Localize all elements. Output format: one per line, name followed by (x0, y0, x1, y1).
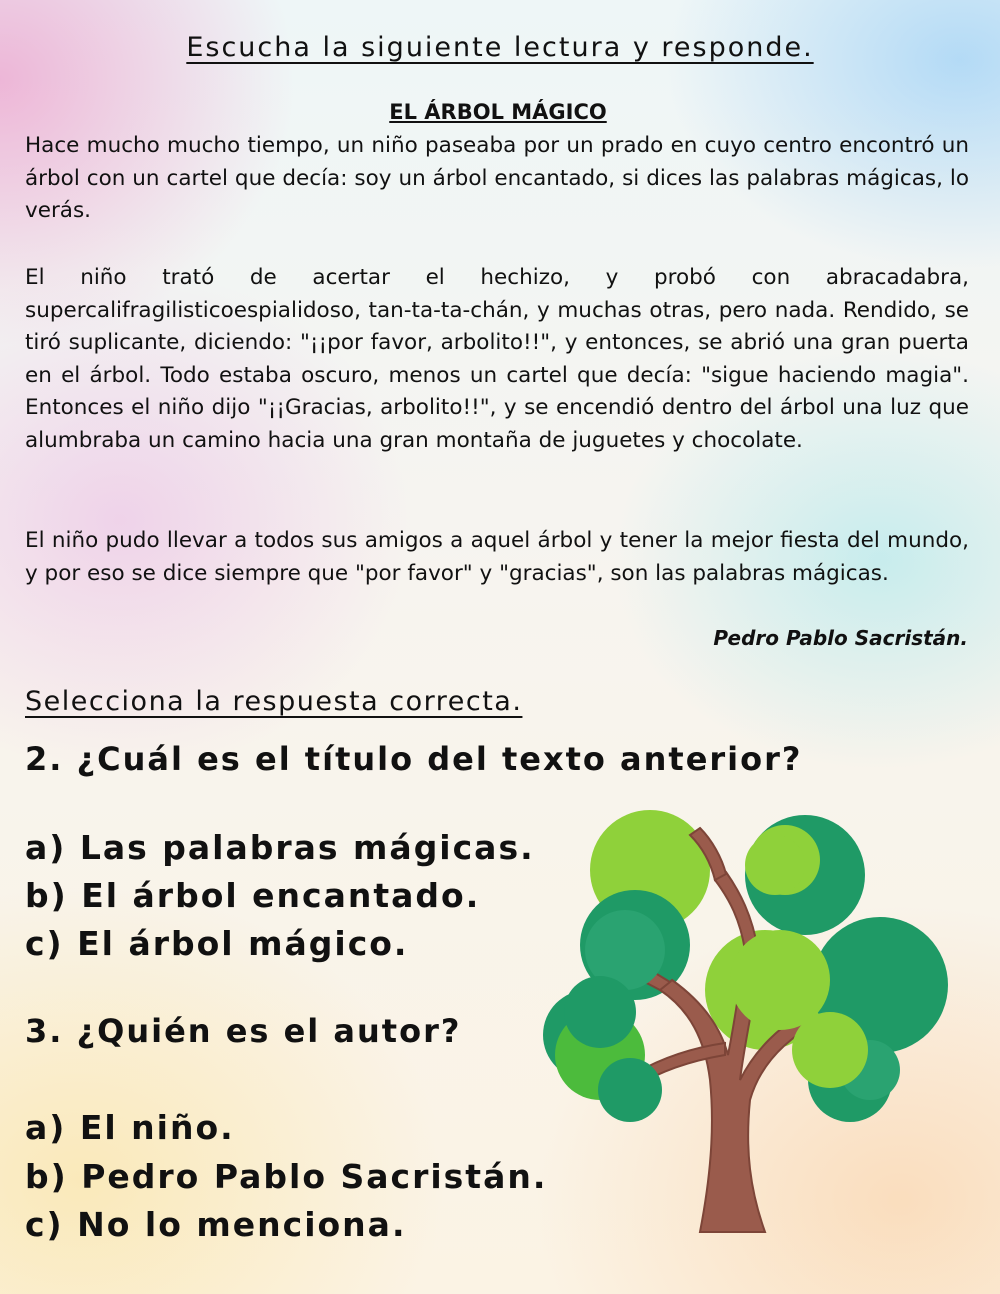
story-title: EL ÁRBOL MÁGICO (389, 100, 607, 124)
select-instruction: Selecciona la respuesta correcta. (25, 686, 523, 717)
question-2-option-a[interactable]: a) Las palabras mágicas. (25, 828, 535, 867)
story-paragraph-3: El niño pudo llevar a todos sus amigos a aquel árbol y tener la mejor fiesta del mundo, y por eso se dice siempre que "por favor" y "gracias", son las palabras mágicas. (25, 528, 969, 586)
story-author: Pedro Pablo Sacristán. (713, 626, 968, 650)
question-2-option-c[interactable]: c) El árbol mágico. (25, 924, 409, 963)
question-3-option-c[interactable]: c) No lo menciona. (25, 1205, 407, 1244)
question-2-option-b[interactable]: b) El árbol encantado. (25, 876, 481, 915)
instruction-heading: Escucha la siguiente lectura y responde. (186, 32, 814, 63)
question-3-option-a[interactable]: a) El niño. (25, 1108, 235, 1147)
plasticine-tree-icon (540, 800, 960, 1240)
story-paragraph-1: Hace mucho mucho tiempo, un niño paseaba por un prado en cuyo centro encontró un árbol con un cartel que decía: soy un árbol encantado, si dices las palabras mágicas, lo verás. (25, 133, 969, 223)
question-3-option-b[interactable]: b) Pedro Pablo Sacristán. (25, 1157, 548, 1196)
story-paragraph-2: El niño trató de acertar el hechizo, y probó con abracadabra, supercalifragilisticoespialidoso, tan-ta-ta-chán, y muchas otras, pero nada. Rendido, se tiró suplicante, diciendo: "¡¡por favor, arbolito!!", y entonces, se abrió una gran puerta en el árbol. Todo estaba oscuro, menos un cartel que decía: "sigue haciendo magia". Entonces el niño dijo "¡¡Gracias, arbolito!!", y se encendió dentro del árbol una luz que alumbraba un camino hacia una gran montaña de juguetes y chocolate. (25, 265, 969, 453)
question-3: 3. ¿Quién es el autor? (25, 1012, 462, 1050)
question-2: 2. ¿Cuál es el título del texto anterior? (25, 740, 803, 778)
